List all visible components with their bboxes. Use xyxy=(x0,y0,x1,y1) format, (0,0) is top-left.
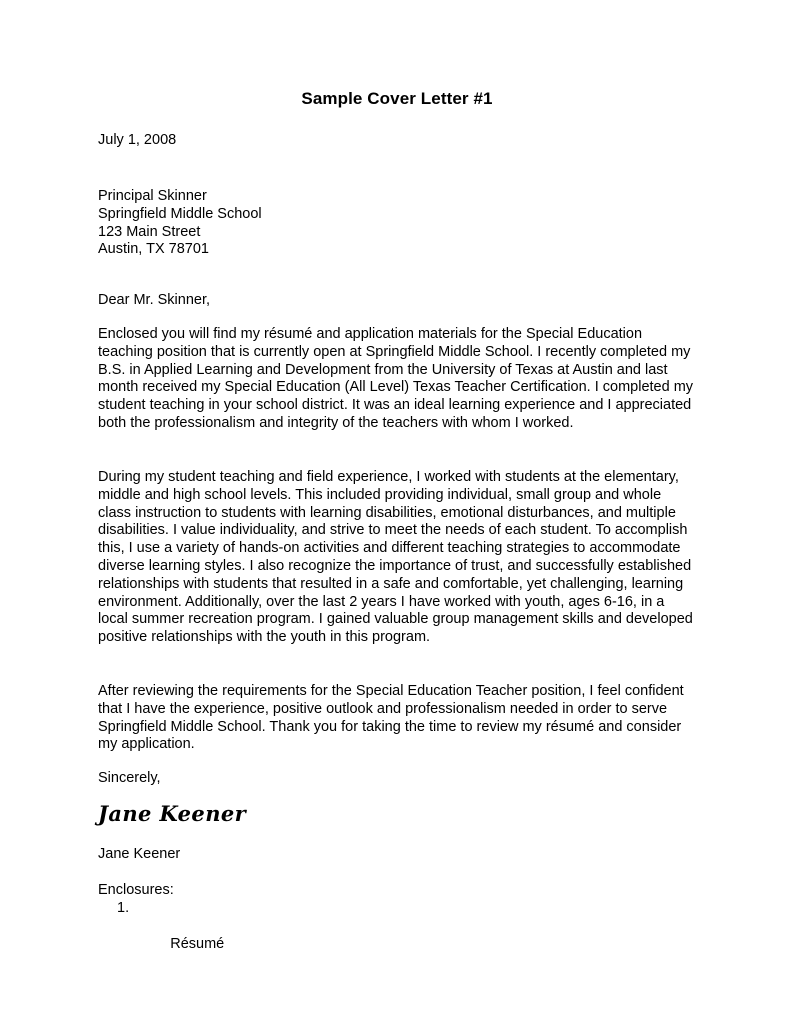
body-paragraph-3: After reviewing the requirements for the Special Education Teacher position, I feel confident that I have the experience, positive outlook and professionalism needed in order to serve Springfield Middle School. Thank you for taking the time to review my résumé and consider my application. xyxy=(98,683,684,753)
enclosure-number: 1. xyxy=(117,900,130,916)
recipient-city-state-zip: Austin, TX 78701 xyxy=(98,241,209,258)
salutation: Dear Mr. Skinner, xyxy=(98,292,211,308)
letter-date: July 1, 2008 xyxy=(98,132,177,148)
recipient-name: Principal Skinner xyxy=(98,188,207,204)
page-title: Sample Cover Letter #1 xyxy=(301,89,493,108)
body-paragraph-1: Enclosed you will find my résumé and application materials for the Special Education teaching position that is currently open at Springfield Middle School. I recently completed my B.S. in Applied Learning and Development from the University of Texas at Austin and last month received my Special Education (All Level) Texas Teacher Certification. I completed my student teaching in your school district. It was an ideal learning experience and I appreciated both the professionalism and integrity of the teachers with whom I worked. xyxy=(98,326,694,431)
recipient-organization: Springfield Middle School xyxy=(98,205,262,222)
recipient-address-block xyxy=(98,188,262,259)
list-item xyxy=(98,899,224,971)
recipient-street: 123 Main Street xyxy=(98,223,201,240)
enclosure-label: Résumé xyxy=(170,936,225,952)
enclosures-list xyxy=(98,899,224,971)
signature-mark: Jane Keener xyxy=(98,801,247,826)
signature-printed-name: Jane Keener xyxy=(98,846,181,862)
body-paragraph-2: During my student teaching and field experience, I worked with students at the elementary, middle and high school levels. This included providing individual, small group and whole class instruction to students with learning disabilities, emotional disturbances, and multiple disabilities. I value individuality, and strive to meet the needs of each student. To accomplish this, I use a variety of hands-on activities and different teaching strategies to accommodate diverse learning styles. I also recognize the importance of trust, and successfully established relationships with students that resulted in a safe and comfortable, yet challenging, learning environment. Additionally, over the last 2 years I have worked with youth, ages 6-16, in a local summer recreation program. I gained valuable group management skills and developed positive relationships with the youth in this program. xyxy=(98,469,693,646)
closing-line: Sincerely, xyxy=(98,770,161,786)
enclosures-label: Enclosures: xyxy=(98,882,174,898)
